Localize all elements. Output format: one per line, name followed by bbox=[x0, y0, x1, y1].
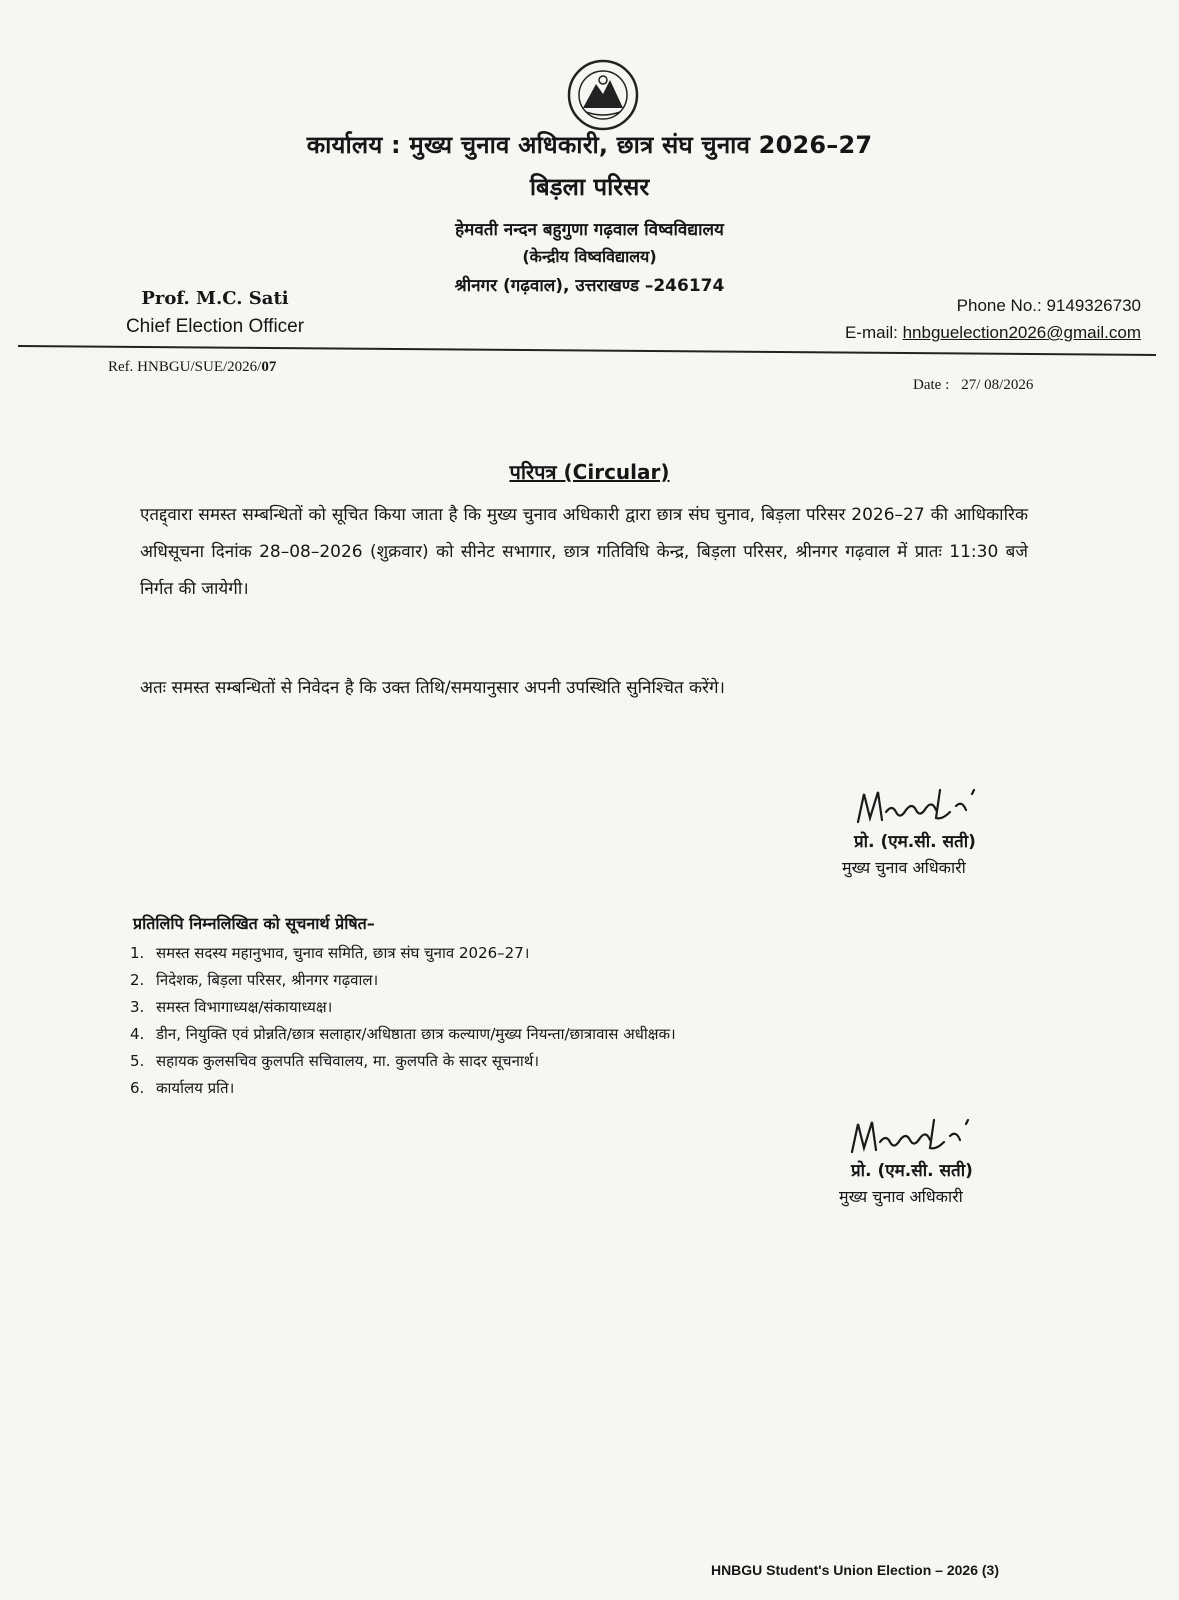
circular-paragraph-2: अतः समस्त सम्बन्धितों से निवेदन है कि उक्त तिथि/समयानुसार अपनी उपस्थिति सुनिश्चित करेंगे। bbox=[140, 678, 725, 698]
list-item bbox=[130, 1021, 676, 1048]
signatory-name-2: प्रो. (एम.सी. सती) bbox=[851, 1161, 973, 1181]
list-item-text: कार्यालय प्रति। bbox=[156, 1079, 235, 1097]
list-item bbox=[130, 967, 676, 994]
circular-title-text: परिपत्र (Circular) bbox=[509, 460, 670, 484]
list-item bbox=[130, 940, 676, 967]
list-item-text: समस्त सदस्य महानुभाव, चुनाव समिति, छात्र संघ चुनाव 2026–27। bbox=[156, 944, 530, 962]
email-line bbox=[845, 323, 1141, 343]
copy-to-heading: प्रतिलिपि निम्नलिखित को सूचनार्थ प्रेषित– bbox=[133, 914, 375, 933]
university-address: श्रीनगर (गढ़वाल), उत्तराखण्ड –246174 bbox=[454, 276, 725, 296]
officer-title: Chief Election Officer bbox=[125, 316, 305, 337]
signatory-title-2: मुख्य चुनाव अधिकारी bbox=[839, 1187, 963, 1206]
email-link[interactable]: hnbguelection2026@gmail.com bbox=[902, 323, 1141, 342]
list-item-text: निदेशक, बिड़ला परिसर, श्रीनगर गढ़वाल। bbox=[156, 971, 379, 989]
list-item-number: 2. bbox=[130, 971, 145, 989]
list-item bbox=[130, 1075, 676, 1102]
reference-number bbox=[108, 359, 276, 376]
copy-to-list bbox=[130, 940, 676, 1102]
date-label: Date : bbox=[913, 377, 950, 393]
email-label: E-mail: bbox=[844, 323, 903, 342]
list-item-text: समस्त विभागाध्यक्ष/संकायाध्यक्ष। bbox=[156, 998, 333, 1016]
list-item-number: 1. bbox=[130, 944, 145, 962]
officer-name: Prof. M.C. Sati bbox=[141, 288, 289, 309]
list-item-number: 4. bbox=[130, 1025, 145, 1043]
phone-number: Phone No.: 9149326730 bbox=[956, 296, 1141, 315]
document-date bbox=[913, 377, 1033, 394]
reference-serial: 07 bbox=[261, 359, 277, 375]
list-item-number: 5. bbox=[130, 1052, 145, 1070]
list-item-text: डीन, नियुक्ति एवं प्रोन्नति/छात्र सलाहार/अधिष्ठाता छात्र कल्याण/मुख्य नियन्ता/छात्रावास अधीक्षक। bbox=[156, 1025, 676, 1043]
university-name: हेमवती नन्दन बहुगुणा गढ़वाल विष्वविद्यालय bbox=[455, 220, 724, 240]
university-seal-icon bbox=[566, 58, 640, 132]
date-value: 27/ 08/2026 bbox=[961, 377, 1034, 393]
list-item-number: 6. bbox=[130, 1079, 145, 1097]
list-item bbox=[130, 1048, 676, 1075]
circular-title bbox=[0, 458, 1179, 485]
reference-prefix: Ref. HNBGU/SUE/2026/ bbox=[108, 359, 262, 375]
signature-2 bbox=[850, 1112, 1010, 1162]
signatory-name-1: प्रो. (एम.सी. सती) bbox=[854, 832, 976, 852]
signatory-title-1: मुख्य चुनाव अधिकारी bbox=[842, 858, 966, 877]
list-item-number: 3. bbox=[130, 998, 145, 1016]
office-heading: कार्यालय : मुख्य चुनाव अधिकारी, छात्र संघ चुनाव 2026–27 bbox=[306, 131, 873, 159]
university-type: (केन्द्रीय विष्वविद्यालय) bbox=[522, 247, 657, 266]
list-item bbox=[130, 994, 676, 1021]
circular-paragraph-1: एतद्द्वारा समस्त सम्बन्धितों को सूचित किया जाता है कि मुख्य चुनाव अधिकारी द्वारा छात्र संघ चुनाव, बिड़ला परिसर 2026–27 की आधिकारिक अधिसूचना दिनांक 28–08–2026 (शुक्रवार) को सीनेट सभागार, छात्र गतिविधि केन्द्र, बिड़ला परिसर, श्रीनगर गढ़वाल में प्रातः 11:30 बजे निर्गत की जायेगी। bbox=[140, 505, 1028, 599]
page-footer: HNBGU Student's Union Election – 2026 (3) bbox=[710, 1562, 999, 1578]
header-divider bbox=[18, 345, 1156, 356]
campus-heading: बिड़ला परिसर bbox=[529, 173, 650, 201]
list-item-text: सहायक कुलसचिव कुलपति सचिवालय, मा. कुलपति के सादर सूचनार्थ। bbox=[156, 1052, 540, 1070]
signature-1 bbox=[856, 782, 1016, 832]
